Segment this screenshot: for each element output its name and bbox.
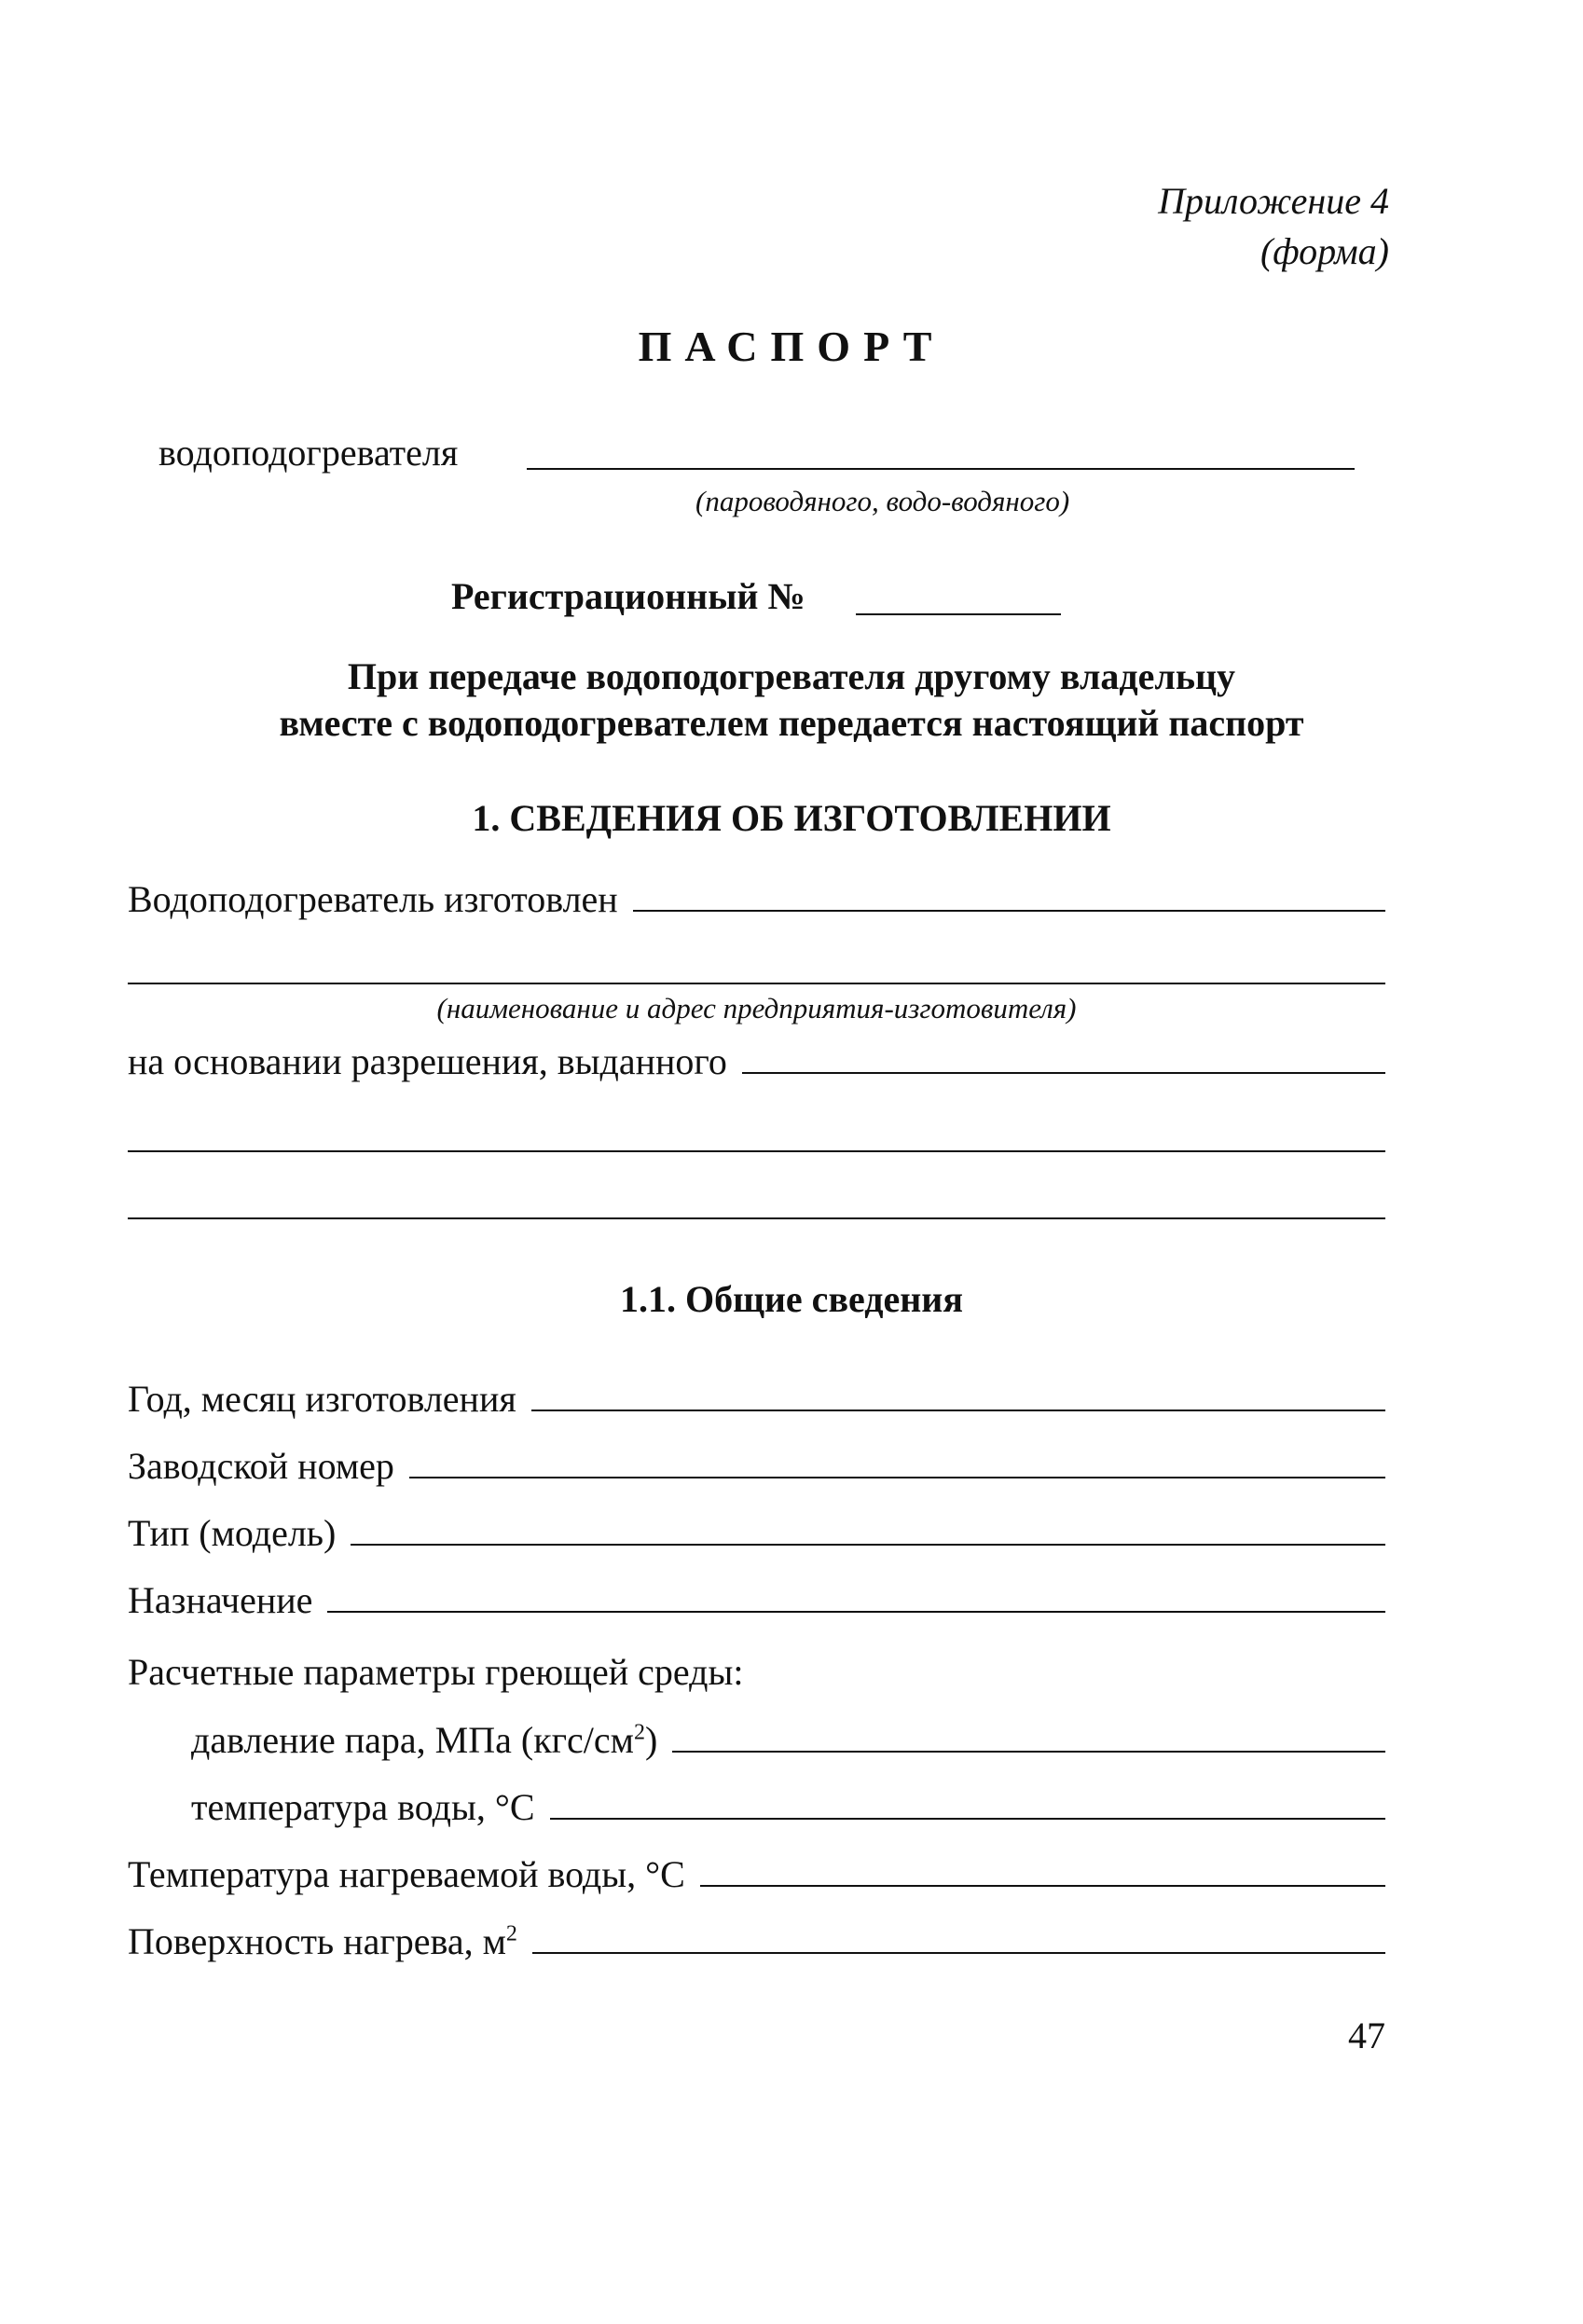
- manufacturer-field-line[interactable]: [128, 983, 1385, 984]
- steam-pressure-sup: 2: [633, 1720, 645, 1745]
- manufacturer-hint: (наименование и адрес предприятия-изготовителя): [436, 992, 1077, 1024]
- serial-label: Заводской номер: [128, 1445, 394, 1487]
- heating-surface-field[interactable]: [532, 1918, 1385, 1954]
- steam-pressure-field[interactable]: [672, 1717, 1385, 1753]
- manufactured-row: [128, 876, 1385, 928]
- heating-surface-label: Поверхность нагрева, $м^2$: [128, 1920, 517, 1962]
- date-label: Год, месяц изготовления: [128, 1378, 516, 1420]
- manufactured-field[interactable]: [633, 876, 1385, 912]
- page-number: 47: [1348, 2015, 1385, 2056]
- steam-pressure-label: давление пара, МПа $(кгс/см^2)$: [191, 1719, 658, 1761]
- registration-field[interactable]: [856, 613, 1061, 615]
- subject-label: водоподогревателя: [158, 432, 459, 474]
- steam-pressure-row: [191, 1717, 1385, 1769]
- permission-row: [128, 1038, 1385, 1091]
- registration-label: Регистрационный №: [451, 575, 805, 617]
- notice-line-2: вместе с водоподогревателем передается настоящий паспорт: [279, 702, 1304, 744]
- heated-water-temp-label: Температура нагреваемой воды, °С: [128, 1853, 685, 1895]
- section-1-heading: 1. СВЕДЕНИЯ ОБ ИЗГОТОВЛЕНИИ: [472, 797, 1111, 839]
- permission-field-line-2[interactable]: [128, 1150, 1385, 1152]
- section-1-1-heading: 1.1. Общие сведения: [620, 1278, 963, 1320]
- params-label: Расчетные параметры греющей среды:: [128, 1651, 744, 1693]
- heated-water-temp-field[interactable]: [700, 1851, 1385, 1887]
- water-temp-row: [191, 1784, 1385, 1836]
- date-field[interactable]: [531, 1376, 1385, 1411]
- type-row: [128, 1510, 1385, 1562]
- type-label: Тип (модель): [128, 1512, 337, 1554]
- heating-surface-row: [128, 1918, 1385, 1971]
- permission-field-line-3[interactable]: [128, 1217, 1385, 1219]
- purpose-field[interactable]: [327, 1577, 1385, 1613]
- purpose-row: [128, 1577, 1385, 1630]
- manufactured-label: Водоподогреватель изготовлен: [128, 878, 618, 920]
- purpose-label: Назначение: [128, 1579, 313, 1621]
- appendix-form: (форма): [1260, 230, 1389, 272]
- notice-line-1: При передаче водоподогревателя другому владельцу: [347, 655, 1236, 697]
- permission-label: на основании разрешения, выданного: [128, 1040, 727, 1082]
- page-title: ПАСПОРТ: [638, 323, 945, 370]
- heated-water-temp-row: [128, 1851, 1385, 1904]
- subject-field[interactable]: [527, 468, 1355, 470]
- heating-surface-sup: 2: [505, 1921, 517, 1946]
- appendix-label: Приложение 4: [1158, 180, 1389, 222]
- subject-hint: (пароводяного, водо-водяного): [695, 485, 1070, 517]
- serial-row: [128, 1443, 1385, 1495]
- water-temp-field[interactable]: [550, 1784, 1386, 1820]
- water-temp-label: температура воды, °С: [191, 1786, 535, 1828]
- permission-field[interactable]: [742, 1038, 1385, 1074]
- serial-field[interactable]: [409, 1443, 1385, 1478]
- type-field[interactable]: [351, 1510, 1385, 1546]
- date-row: [128, 1376, 1385, 1428]
